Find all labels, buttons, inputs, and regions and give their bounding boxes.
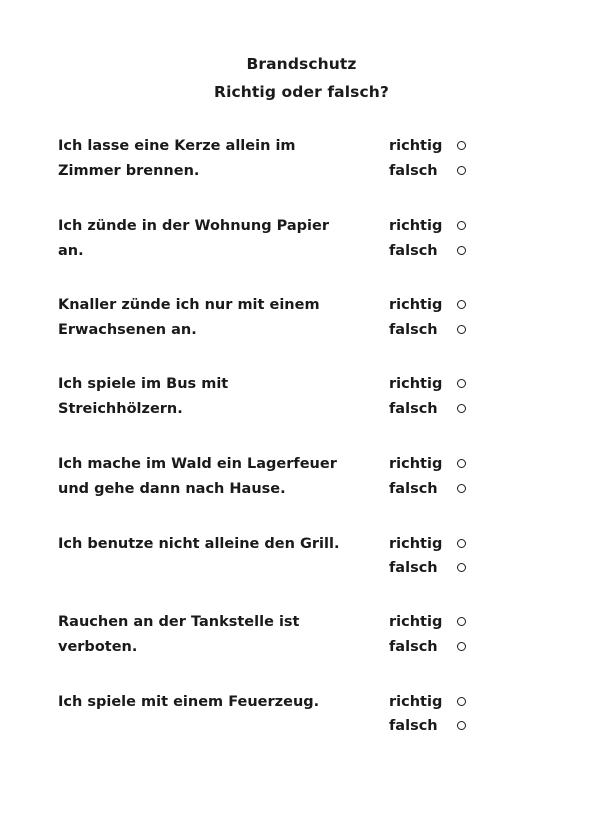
question-line: Knaller zünde ich nur mit einem — [58, 297, 320, 313]
question-line: Ich mache im Wald ein Lagerfeuer — [58, 456, 337, 472]
radio-richtig-6[interactable] — [457, 539, 466, 548]
option-richtig-label: richtig — [389, 218, 443, 234]
radio-falsch-5[interactable] — [457, 484, 466, 493]
question-line: Streichhölzern. — [58, 401, 183, 417]
radio-falsch-2[interactable] — [457, 246, 466, 255]
question-line: und gehe dann nach Hause. — [58, 481, 286, 497]
question-line: Erwachsenen an. — [58, 322, 197, 338]
option-richtig-label: richtig — [389, 456, 443, 472]
option-richtig-label: richtig — [389, 694, 443, 710]
radio-richtig-3[interactable] — [457, 300, 466, 309]
radio-richtig-4[interactable] — [457, 379, 466, 388]
radio-richtig-5[interactable] — [457, 459, 466, 468]
option-richtig-label: richtig — [389, 376, 443, 392]
radio-falsch-3[interactable] — [457, 325, 466, 334]
question-line: Ich spiele mit einem Feuerzeug. — [58, 694, 320, 710]
option-falsch-label: falsch — [389, 639, 438, 655]
radio-richtig-2[interactable] — [457, 221, 466, 230]
radio-richtig-1[interactable] — [457, 141, 466, 150]
radio-richtig-7[interactable] — [457, 617, 466, 626]
option-falsch-label: falsch — [389, 322, 438, 338]
option-falsch-label: falsch — [389, 243, 438, 259]
option-falsch-label: falsch — [389, 718, 438, 734]
radio-falsch-7[interactable] — [457, 642, 466, 651]
radio-falsch-8[interactable] — [457, 721, 466, 730]
option-falsch-label: falsch — [389, 163, 438, 179]
question-line: Zimmer brennen. — [58, 163, 200, 179]
question-line: Rauchen an der Tankstelle ist — [58, 614, 300, 630]
radio-falsch-6[interactable] — [457, 563, 466, 572]
option-falsch-label: falsch — [389, 560, 438, 576]
option-falsch-label: falsch — [389, 401, 438, 417]
radio-falsch-1[interactable] — [457, 166, 466, 175]
worksheet-title: Brandschutz — [246, 55, 357, 73]
option-falsch-label: falsch — [389, 481, 438, 497]
option-richtig-label: richtig — [389, 138, 443, 154]
question-line: Ich spiele im Bus mit — [58, 376, 229, 392]
option-richtig-label: richtig — [389, 297, 443, 313]
radio-falsch-4[interactable] — [457, 404, 466, 413]
question-line: verboten. — [58, 639, 138, 655]
worksheet-subtitle: Richtig oder falsch? — [214, 83, 389, 101]
question-line: an. — [58, 243, 84, 259]
option-richtig-label: richtig — [389, 614, 443, 630]
radio-richtig-8[interactable] — [457, 697, 466, 706]
question-line: Ich lasse eine Kerze allein im — [58, 138, 296, 154]
option-richtig-label: richtig — [389, 536, 443, 552]
question-line: Ich benutze nicht alleine den Grill. — [58, 536, 340, 552]
question-line: Ich zünde in der Wohnung Papier — [58, 218, 329, 234]
